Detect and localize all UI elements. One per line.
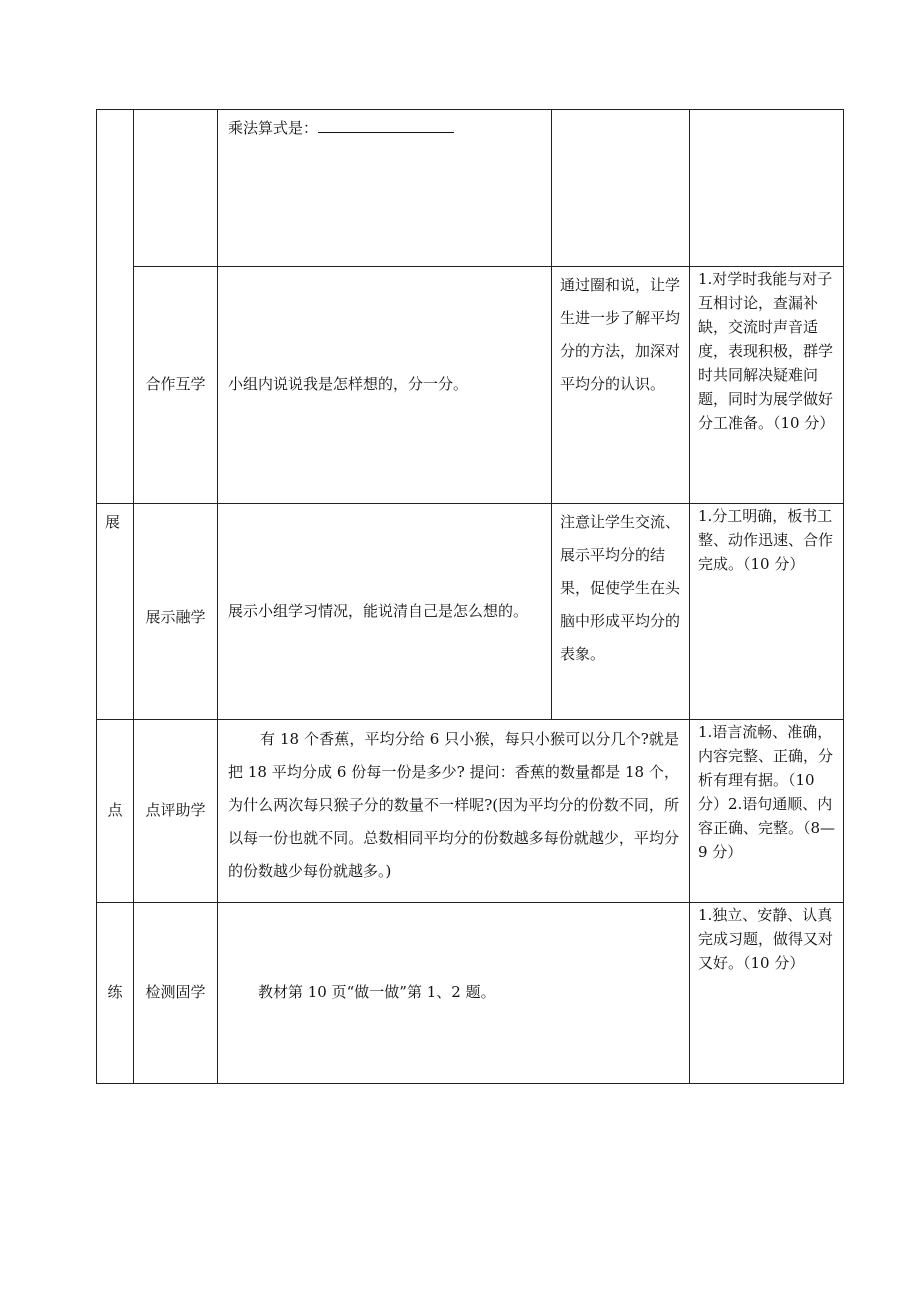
content-cell-row4: 有 18 个香蕉，平均分给 6 只小猴，每只小猴可以分几个?就是把 18 平均分成 6 份每一份是多少? 提问：香蕉的数量都是 18 个，为什么两次每只猴子分的数量不一样呢?(因为平均分的份数不同，所以每一份也就不同。总数相同平均分的份数越多每份就越少，平均分的份数越少每份就越多。) [218,720,690,903]
activity-cell-row5: 检测固学 [134,903,218,1084]
intent-cell-row3: 注意让学生交流、展示平均分的结果，促使学生在头脑中形成平均分的表象。 [552,504,690,720]
evaluation-cell-row3: 1.分工明确，板书工整、动作迅速、合作完成。（10 分） [690,504,844,720]
stage-cell-lian: 练 [97,903,134,1084]
intent-cell-row2: 通过圈和说，让学生进一步了解平均分的方法，加深对平均分的认识。 [552,267,690,504]
activity-cell-row4: 点评助学 [134,720,218,903]
multiplication-prompt: 乘法算式是： [228,119,319,137]
lesson-plan-table [96,109,844,1084]
intent-cell-row1 [552,110,690,267]
evaluation-cell-row2: 1.对学时我能与对子互相讨论，查漏补缺，交流时声音适度，表现积极，群学时共同解决疑难问题，同时为展学做好分工准备。（10 分） [690,267,844,504]
evaluation-cell-row5: 1.独立、安静、认真完成习题，做得又对又好。（10 分） [690,903,844,1084]
content-cell-row5: 教材第 10 页“做一做”第 1、2 题。 [218,903,690,1084]
stage-cell-1 [97,110,134,504]
activity-cell-row2: 合作互学 [134,267,218,504]
answer-blank [318,118,454,133]
evaluation-cell-row1 [690,110,844,267]
content-cell-row3: 展示小组学习情况，能说清自己是怎么想的。 [218,504,552,720]
activity-cell-row3: 展示融学 [134,504,218,720]
activity-cell-row1 [134,110,218,267]
evaluation-cell-row4: 1.语言流畅、准确，内容完整、正确，分析有理有据。（10 分）2.语句通顺、内容正确、完整。（8—9 分） [690,720,844,903]
stage-cell-zhan: 展 [97,504,134,720]
content-cell-row2: 小组内说说我是怎样想的，分一分。 [218,267,552,504]
stage-cell-dian: 点 [97,720,134,903]
content-cell-row1 [218,110,552,267]
